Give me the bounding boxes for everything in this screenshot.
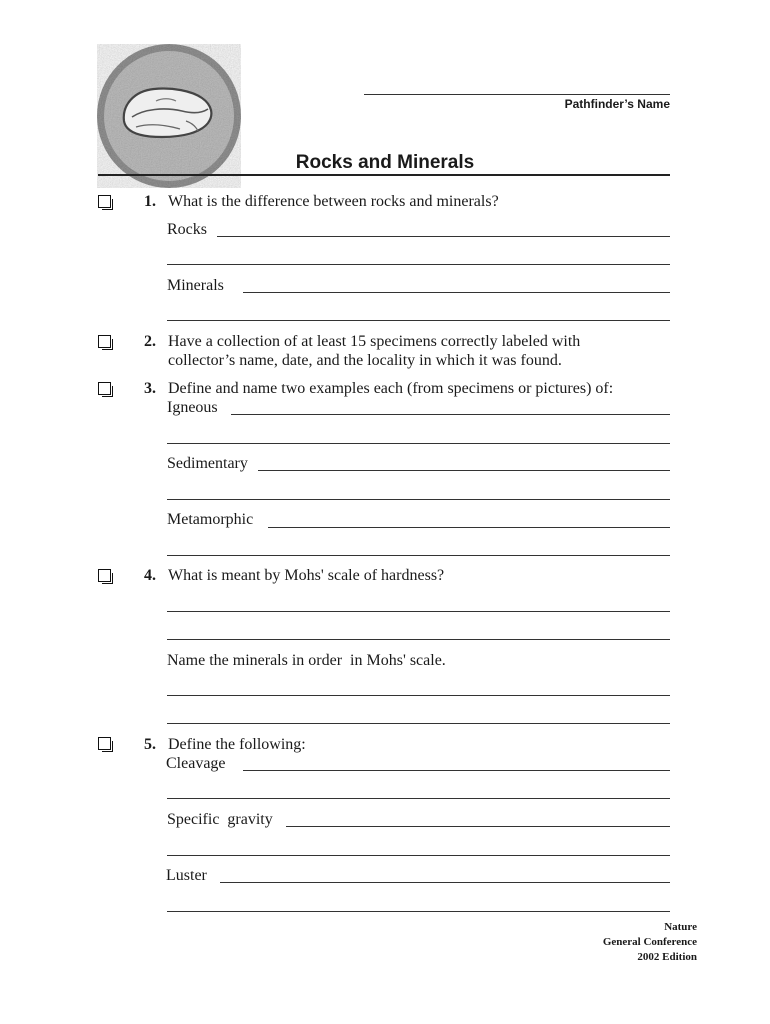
question-text: Define the following: <box>168 736 306 753</box>
field-label-rocks: Rocks <box>167 221 207 238</box>
answer-line[interactable] <box>167 723 670 724</box>
answer-line[interactable] <box>167 855 670 856</box>
answer-line[interactable] <box>167 639 670 640</box>
checkbox-q2[interactable] <box>98 335 111 348</box>
answer-line[interactable] <box>268 527 670 528</box>
answer-line[interactable] <box>243 770 670 771</box>
footer-edition: 2002 Edition <box>637 951 697 963</box>
field-label-minerals: Minerals <box>167 277 224 294</box>
footer-publisher: General Conference <box>602 936 697 948</box>
question-number: 5. <box>144 736 156 753</box>
field-label-igneous: Igneous <box>167 399 218 416</box>
question-number: 2. <box>144 333 156 350</box>
page-title: Rocks and Minerals <box>295 152 475 173</box>
question-number: 3. <box>144 380 156 397</box>
title-rule <box>98 174 670 176</box>
answer-line[interactable] <box>167 611 670 612</box>
answer-line[interactable] <box>167 499 670 500</box>
answer-line[interactable] <box>220 882 670 883</box>
checkbox-q1[interactable] <box>98 195 111 208</box>
field-label-cleavage: Cleavage <box>166 755 226 772</box>
question-text: Have a collection of at least 15 specimens correctly labeled with <box>168 333 581 350</box>
field-label-sedimentary: Sedimentary <box>167 455 248 472</box>
question-text: What is meant by Mohs' scale of hardness? <box>168 567 445 584</box>
question-number: 4. <box>144 567 156 584</box>
question-number: 1. <box>144 193 156 210</box>
checkbox-q3[interactable] <box>98 382 111 395</box>
answer-line[interactable] <box>167 443 670 444</box>
checkbox-q4[interactable] <box>98 569 111 582</box>
answer-line[interactable] <box>167 320 670 321</box>
answer-line[interactable] <box>243 292 670 293</box>
answer-line[interactable] <box>167 695 670 696</box>
footer-category: Nature <box>664 921 697 933</box>
answer-line[interactable] <box>258 470 670 471</box>
question-text: Define and name two examples each (from specimens or pictures) of: <box>168 380 614 397</box>
field-label-luster: Luster <box>166 867 207 884</box>
field-label-metamorphic: Metamorphic <box>167 511 254 528</box>
answer-line[interactable] <box>167 264 670 265</box>
answer-line[interactable] <box>167 555 670 556</box>
question-text: collector’s name, date, and the locality in which it was found. <box>168 352 562 369</box>
field-label-specific-gravity: Specific gravity <box>167 811 273 828</box>
checkbox-q5[interactable] <box>98 737 111 750</box>
answer-line[interactable] <box>167 798 670 799</box>
question-subprompt: Name the minerals in order in Mohs' scale. <box>167 652 446 669</box>
answer-line[interactable] <box>217 236 670 237</box>
pathfinder-name-label: Pathfinder’s Name <box>564 97 670 111</box>
question-text: What is the difference between rocks and minerals? <box>168 193 499 210</box>
answer-line[interactable] <box>167 911 670 912</box>
answer-line[interactable] <box>231 414 670 415</box>
answer-line[interactable] <box>286 826 670 827</box>
